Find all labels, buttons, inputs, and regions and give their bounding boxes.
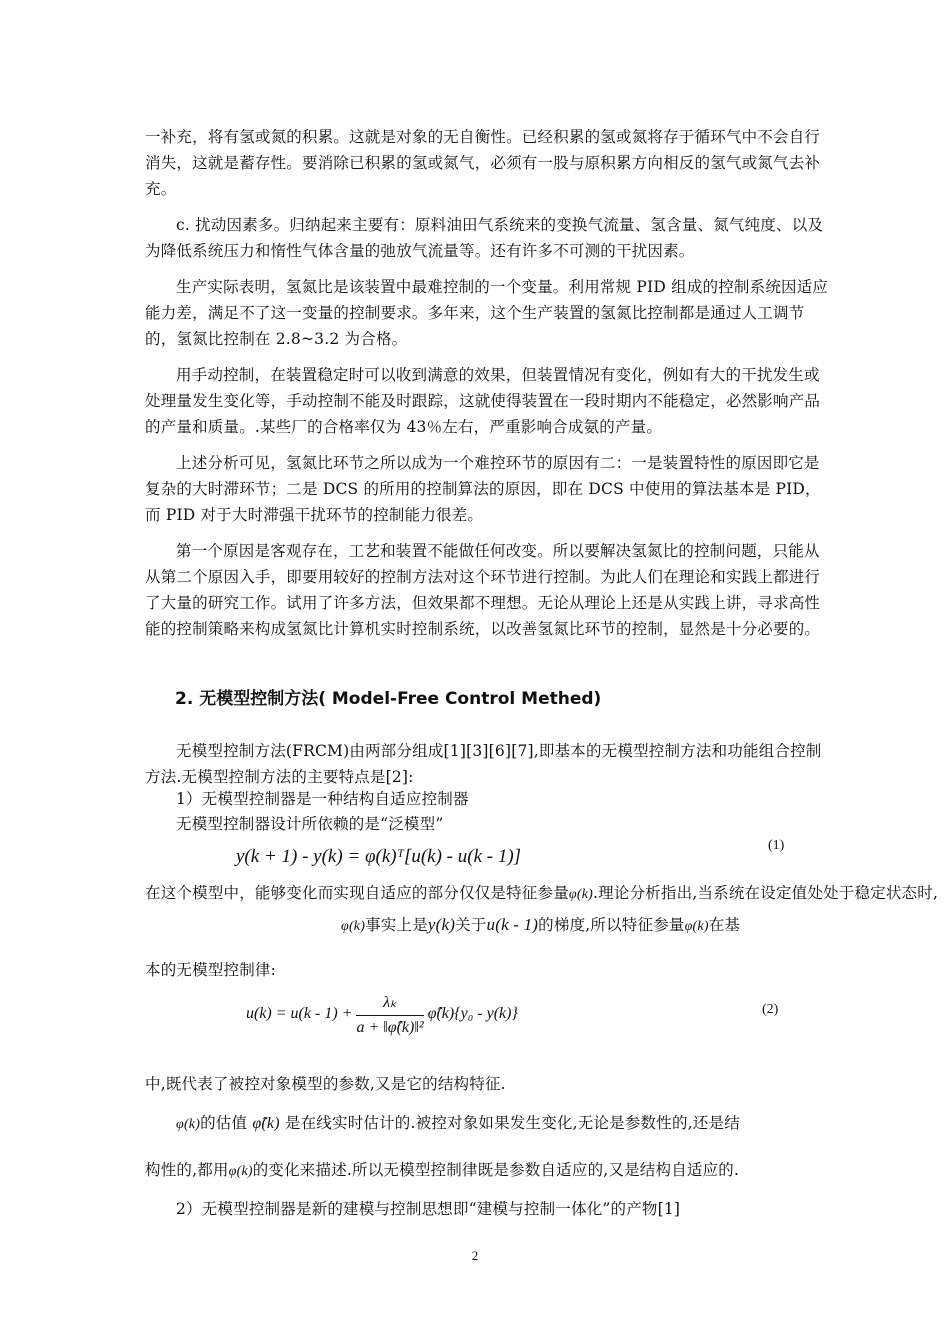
paragraph-characteristic-param-line2 [145,912,835,940]
paragraph-estimate-line2 [145,1157,835,1185]
paragraph-accumulation: 一补充，将有氢或氮的积累。这就是对象的无自衡性。已经积累的氢或氮将存于循环气中不会自行消失，这就是蓄存性。要消除已积累的氢或氮气，必须有一股与原积累方向相反的氢气或氮气去补充。 [145,128,821,198]
u-symbol: u(k - 1) [486,915,539,934]
equation-2 [246,992,518,1037]
paragraph-analysis: 上述分析可见，氢氮比环节之所以成为一个难控环节的原因有二：一是装置特性的原因即它是复杂的大时滞环节；二是 DCS 的所用的控制算法的原因，即在 DCS 中使用的算法基本是 PID，而 PID 对于大时滞强干扰环节的控制能力很差。 [145,454,821,524]
fraction-numerator: λₖ [356,992,423,1016]
paragraph-estimate [145,1110,835,1138]
text-run: 的梯度,所以特征参量 [538,916,685,934]
phi-symbol: φ(k) [341,919,366,934]
paragraph-manual-control: 用手动控制，在装置稳定时可以收到满意的效果，但装置情况有变化，例如有大的干扰发生或处理量发生变化等，手动控制不能及时跟踪，这就使得装置在一段时期内不能稳定，必然影响产品的产量和质量。.某些厂的合格率仅为 43％左右，严重影响合成氨的产量。 [145,366,821,436]
text-run: 构性的,都用 [145,1161,229,1179]
text-run: 是在线实时估计的.被控对象如果发生变化,无论是参数性的,还是结 [284,1114,740,1132]
paragraph-control-law-intro: 本的无模型控制律: [145,961,277,979]
paragraph-solution: 第一个原因是客观存在，工艺和装置不能做任何改变。所以要解决氢氮比的控制问题，只能从从第二个原因入手，即要用较好的控制方法对这个环节进行控制。为此人们在理论和实践上都进行了大量的研究工作。试用了许多方法，但效果都不理想。无论从理论上还是从实践上讲，寻求高性能的控制策略来构成氢氮比计算机实时控制系统，以改善氢氮比环节的控制，显然是十分必要的。 [145,542,821,638]
list-item-2: 2）无模型控制器是新的建模与控制思想即“建模与控制一体化”的产物[1] [176,1200,681,1218]
phi-symbol: φ(k) [684,919,709,934]
section-heading: 2. 无模型控制方法( Model-Free Control Methed) [175,689,602,709]
list-item-1: 1）无模型控制器是一种结构自适应控制器 [176,790,469,808]
paragraph-general-model: 无模型控制器设计所依赖的是“泛模型” [176,815,444,833]
text-run: 关于 [455,916,487,934]
text-run: .理论分析指出,当系统在设定值处处于稳定状态时, [593,884,939,902]
paragraph-characteristic-param-line1 [145,880,939,908]
text-run: 的变化来描述.所以无模型控制律既是参数自适应的,又是结构自适应的. [252,1161,740,1179]
paragraph-pid-practice: 生产实际表明，氢氮比是该装置中最难控制的一个变量。利用常规 PID 组成的控制系统因适应能力差，满足不了这一变量的控制要求。多年来，这个生产装置的氢氮比控制都是通过人工调节的，氢氮比控制在 2.8~3.2 为合格。 [145,278,829,348]
phi-symbol: φ(k) [228,1164,253,1179]
paragraph-structure-feature: 中,既代表了被控对象模型的参数,又是它的结构特征. [145,1075,506,1093]
paragraph-disturbance: c. 扰动因素多。归纳起来主要有：原料油田气系统来的变换气流量、氢含量、氮气纯度、以及为降低系统压力和惰性气体含量的弛放气流量等。还有许多不可测的干扰因素。 [145,216,824,260]
text-run: 事实上是 [365,916,428,934]
equation-2-rhs: φ̂(k){y₀ - y(k)} [427,1005,518,1023]
page-number: 2 [471,1248,479,1263]
text-run: 在这个模型中，能够变化而实现自适应的部分仅仅是特征参量 [145,884,569,902]
y-symbol: y(k) [427,915,456,934]
text-run: 在基 [708,916,741,934]
phi-symbol: φ(k) [176,1117,201,1132]
phi-symbol: φ(k) [568,887,593,902]
equation-2-number: (2) [762,1002,779,1017]
equation-1: y(k + 1) - y(k) = φ(k)ᵀ[u(k) - u(k - 1)] [236,846,522,867]
text-run: 的估值 [200,1114,248,1132]
fraction-denominator: a + ‖φ̂(k)‖² [356,1019,424,1036]
phi-hat-symbol: φ̂(k) [252,1115,280,1132]
equation-2-fraction [356,992,423,1037]
paragraph-frcm-intro: 无模型控制方法(FRCM)由两部分组成[1][3][6][7],即基本的无模型控制方法和功能组合控制方法.无模型控制方法的主要特点是[2]: [145,742,822,786]
equation-1-number: (1) [768,838,785,853]
equation-2-lhs: u(k) = u(k - 1) + [246,1005,353,1023]
